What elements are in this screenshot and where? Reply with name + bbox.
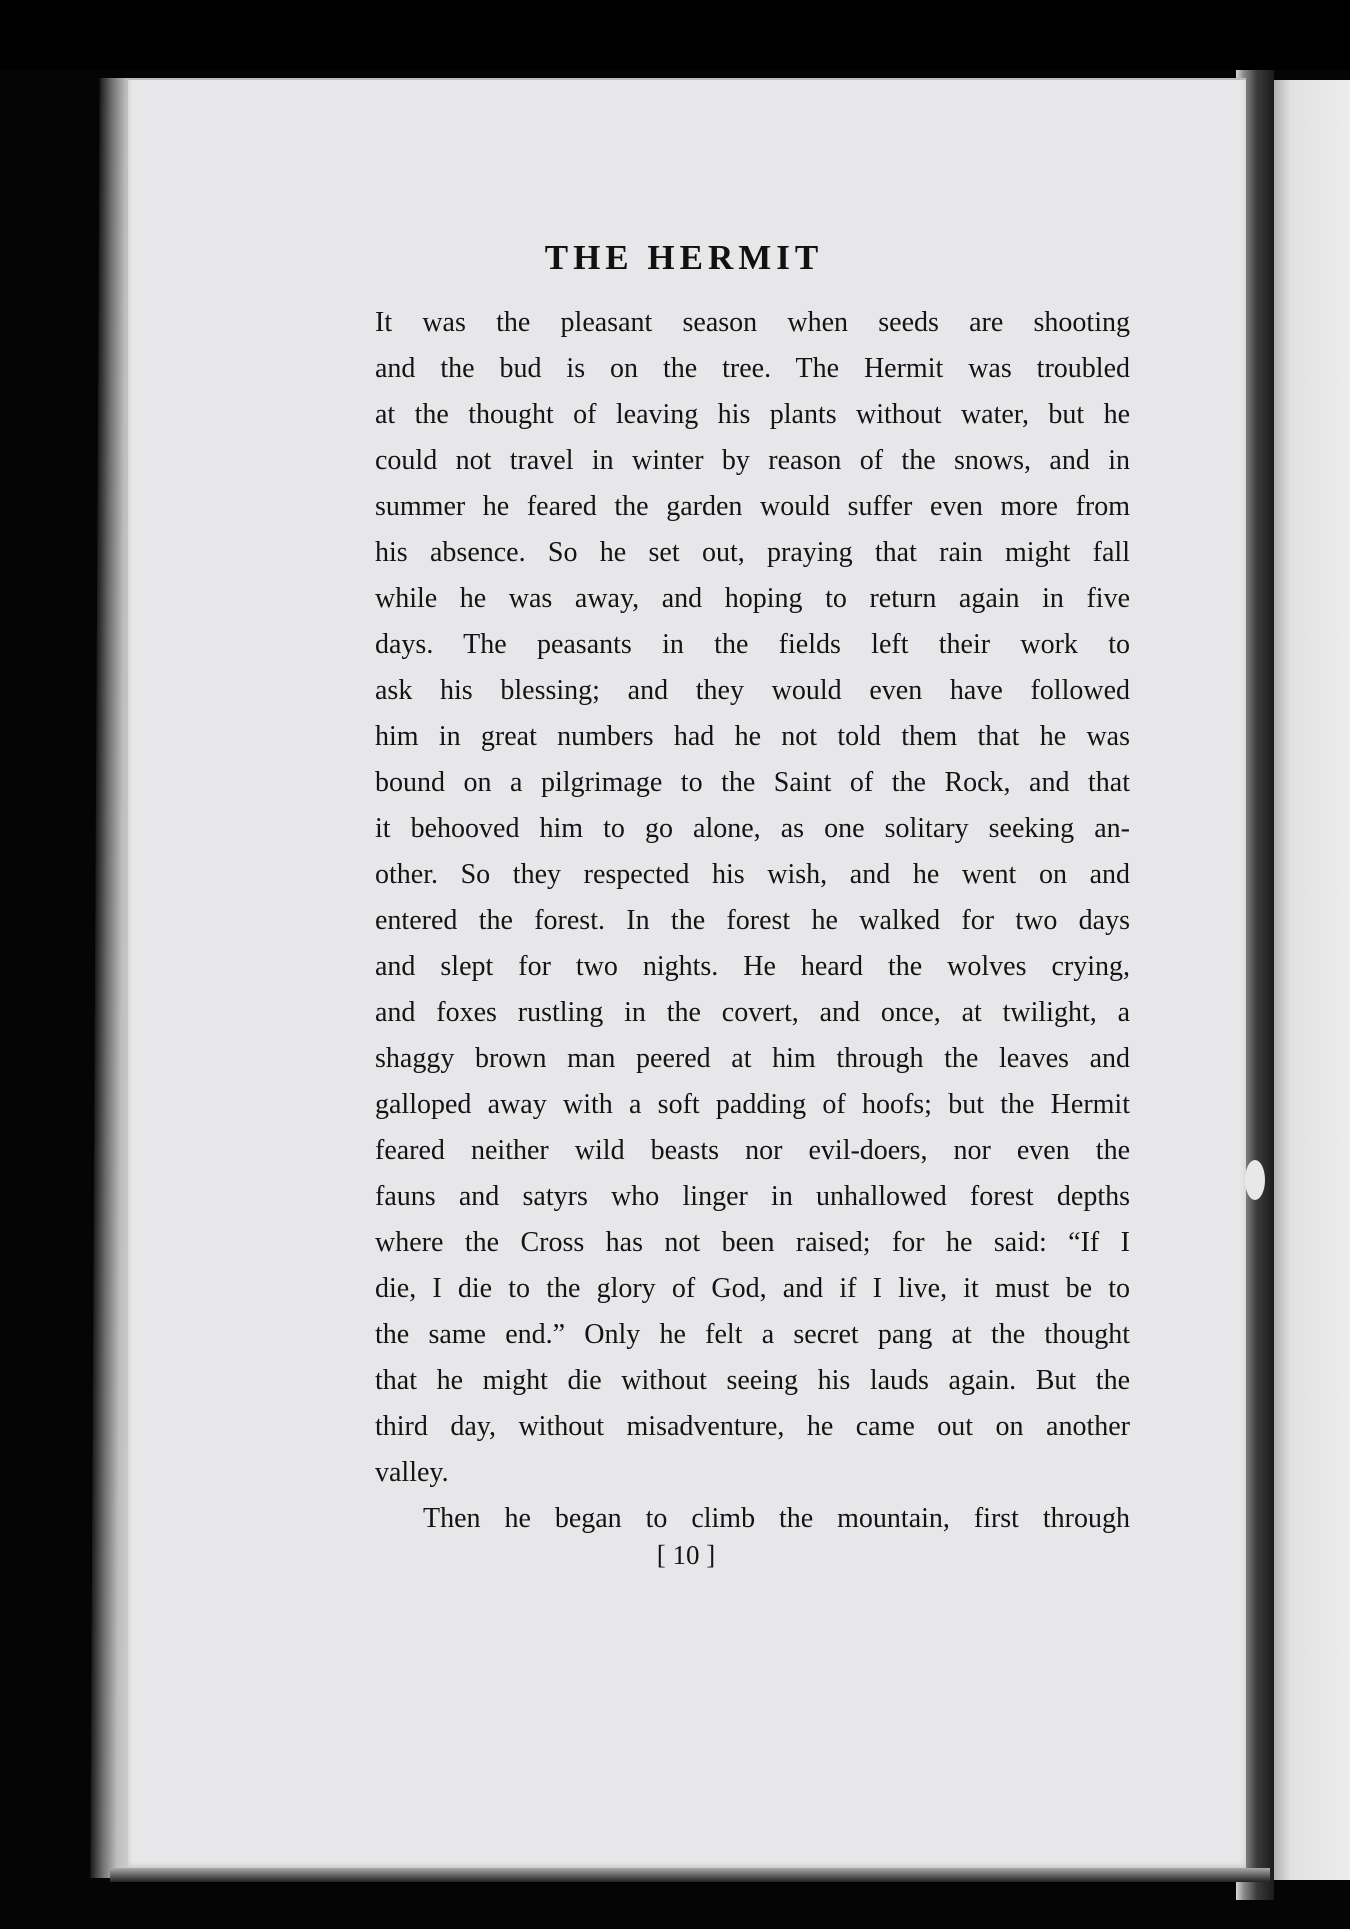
text-line: fauns and satyrs who linger in unhallowed forest depths bbox=[375, 1181, 1130, 1212]
text-line-paragraph-start: Then he began to climb the mountain, first through bbox=[423, 1503, 1130, 1534]
film-border-top bbox=[0, 0, 1350, 70]
body-text bbox=[375, 300, 1130, 1542]
chapter-title: THE HERMIT bbox=[544, 238, 824, 277]
text-line: galloped away with a soft padding of hoofs; but the Hermit bbox=[375, 1089, 1130, 1120]
text-line: at the thought of leaving his plants without water, but he bbox=[375, 399, 1130, 430]
text-line: and foxes rustling in the covert, and once, at twilight, a bbox=[375, 997, 1130, 1028]
text-line: other. So they respected his wish, and he went on and bbox=[375, 859, 1130, 890]
text-line: ask his blessing; and they would even have followed bbox=[375, 675, 1130, 706]
text-line: bound on a pilgrimage to the Saint of the Rock, and that bbox=[375, 767, 1130, 798]
page-speck bbox=[1245, 1160, 1265, 1200]
text-line-paragraph-end: valley. bbox=[375, 1457, 449, 1488]
text-line: him in great numbers had he not told them that he was bbox=[375, 721, 1130, 752]
text-line: entered the forest. In the forest he walked for two days bbox=[375, 905, 1130, 936]
text-line: It was the pleasant season when seeds are shooting bbox=[375, 307, 1130, 338]
text-line: while he was away, and hoping to return again in five bbox=[375, 583, 1130, 614]
text-line: where the Cross has not been raised; for he said: “If I bbox=[375, 1227, 1130, 1258]
text-line: that he might die without seeing his lauds again. But the bbox=[375, 1365, 1130, 1396]
text-line: feared neither wild beasts nor evil-doers, nor even the bbox=[375, 1135, 1130, 1166]
text-line: and slept for two nights. He heard the wolves crying, bbox=[375, 951, 1130, 982]
facing-page-edge bbox=[1266, 80, 1350, 1880]
text-line: the same end.” Only he felt a secret pang at the thought bbox=[375, 1319, 1130, 1350]
text-line: shaggy brown man peered at him through the leaves and bbox=[375, 1043, 1130, 1074]
page-bottom-edge bbox=[110, 1868, 1270, 1882]
text-line: die, I die to the glory of God, and if I live, it must be to bbox=[375, 1273, 1130, 1304]
page-number: [ 10 ] bbox=[656, 1540, 716, 1570]
text-line: summer he feared the garden would suffer even more from bbox=[375, 491, 1130, 522]
text-line: his absence. So he set out, praying that rain might fall bbox=[375, 537, 1130, 568]
text-line: days. The peasants in the fields left their work to bbox=[375, 629, 1130, 660]
text-line: it behooved him to go alone, as one solitary seeking an- bbox=[375, 813, 1130, 844]
text-line: third day, without misadventure, he came out on another bbox=[375, 1411, 1130, 1442]
text-line: could not travel in winter by reason of the snows, and in bbox=[375, 445, 1130, 476]
text-line: and the bud is on the tree. The Hermit was troubled bbox=[375, 353, 1130, 384]
